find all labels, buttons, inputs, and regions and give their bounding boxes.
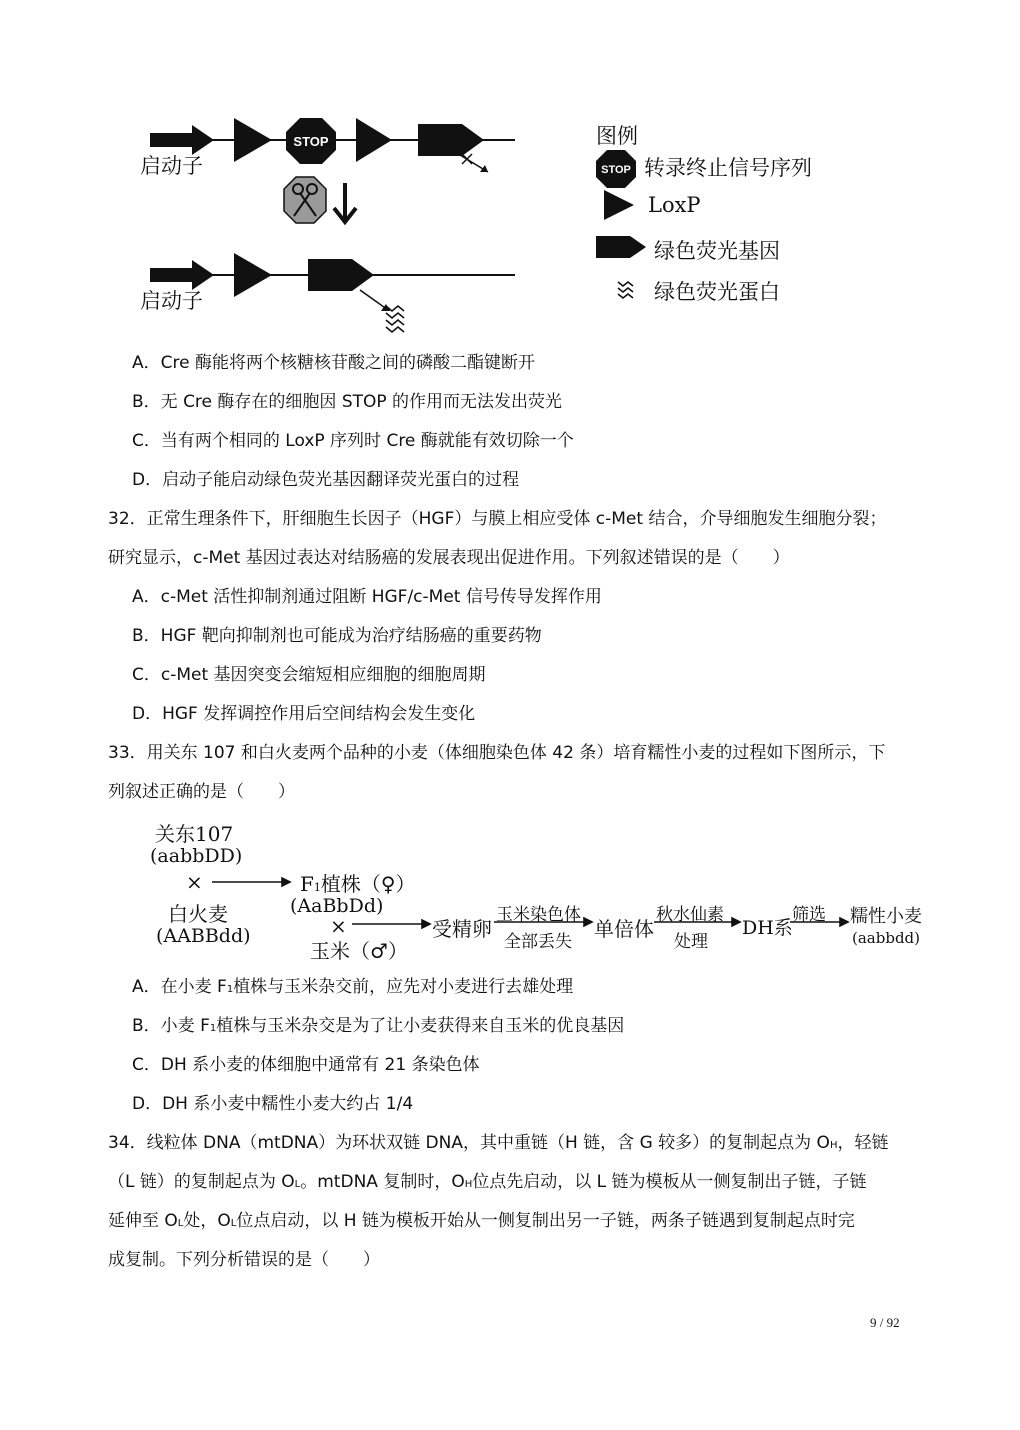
q32-option-d: D．HGF 发挥调控作用后空间结构会发生变化 — [132, 704, 476, 724]
q33-option-d: D．DH 系小麦中糯性小麦大约占 1/4 — [132, 1094, 414, 1114]
q32-stem-line1: 32．正常生理条件下，肝细胞生长因子（HGF）与膜上相应受体 c-Met 结合，介导细胞发生细胞分裂； — [108, 509, 887, 529]
q33-stem-line2: 列叙述正确的是（ ） — [108, 782, 295, 802]
q34-stem-line1: 34．线粒体 DNA（mtDNA）为环状双链 DNA，其中重链（H 链，含 G 较多）的复制起点为 OH，轻链 — [108, 1133, 889, 1153]
step2-top: 秋水仙素 — [656, 905, 724, 925]
step3-top: 筛选 — [792, 905, 826, 925]
legend-label-gene: 绿色荧光基因 — [654, 239, 780, 263]
legend-label-loxp: LoxP — [648, 193, 701, 217]
q32-option-a: A．c-Met 活性抑制剂通过阻断 HGF/c-Met 信号传导发挥作用 — [132, 587, 602, 607]
step1-bottom: 全部丢失 — [504, 932, 572, 952]
legend-label-protein: 绿色荧光蛋白 — [654, 280, 780, 304]
result-label: 糯性小麦 — [850, 906, 922, 927]
parent2-genotype: (AABBdd) — [156, 925, 251, 947]
cross-symbol-1: × — [186, 870, 203, 894]
corn-label: 玉米（♂） — [310, 939, 408, 963]
fertilized-egg: 受精卵 — [432, 917, 492, 941]
q33-option-a: A．在小麦 F1植株与玉米杂交前，应先对小麦进行去雄处理 — [132, 977, 574, 997]
q32-stem-line2: 研究显示，c-Met 基因过表达对结肠癌的发展表现出促进作用。下列叙述错误的是（ ） — [108, 548, 790, 568]
promoter-label-bottom: 启动子 — [140, 289, 203, 313]
cross-symbol-2: × — [330, 914, 347, 938]
q32-option-b: B．HGF 靶向抑制剂也可能成为治疗结肠癌的重要药物 — [132, 626, 542, 646]
q31-option-a: A．Cre 酶能将两个核糖核苷酸之间的磷酸二酯键断开 — [132, 353, 535, 373]
q34-stem-line3: 延伸至 OL处，OL位点启动，以 H 链为模板开始从一侧复制出另一子链，两条子链遇到复制起点时完 — [108, 1211, 855, 1231]
step1-top: 玉米染色体 — [496, 905, 581, 925]
q31-option-b: B．无 Cre 酶存在的细胞因 STOP 的作用而无法发出荧光 — [132, 392, 563, 412]
page-number: 9 / 92 — [870, 1315, 900, 1330]
step2-bottom: 处理 — [674, 932, 708, 952]
parent1-name: 关东107 — [155, 822, 234, 846]
q33-stem-line1: 33．用关东 107 和白火麦两个品种的小麦（体细胞染色体 42 条）培育糯性小麦的过程如下图所示，下 — [108, 743, 886, 763]
stop-text-top: STOP — [293, 134, 329, 149]
q33-option-c: C．DH 系小麦的体细胞中通常有 21 条染色体 — [132, 1055, 480, 1075]
q33-option-b: B．小麦 F1植株与玉米杂交是为了让小麦获得来自玉米的优良基因 — [132, 1016, 625, 1036]
legend-title: 图例 — [596, 124, 638, 148]
q31-option-c: C．当有两个相同的 LoxP 序列时 Cre 酶就能有效切除一个 — [132, 431, 574, 451]
f1-genotype: (AaBbDd) — [290, 895, 384, 917]
parent2-name: 白火麦 — [168, 902, 228, 926]
haploid-label: 单倍体 — [594, 917, 654, 941]
q31-option-d: D．启动子能启动绿色荧光基因翻译荧光蛋白的过程 — [132, 470, 520, 490]
legend-stop-text: STOP — [601, 164, 631, 176]
q32-option-c: C．c-Met 基因突变会缩短相应细胞的细胞周期 — [132, 665, 486, 685]
promoter-label-top: 启动子 — [140, 154, 203, 178]
f1-label: F1植株（♀） — [300, 872, 416, 896]
dh-line-label: DH系 — [742, 917, 793, 939]
q34-stem-line2: （L 链）的复制起点为 OL。mtDNA 复制时，OH位点先启动，以 L 链为模板从一侧复制出子链，子链 — [108, 1172, 867, 1192]
q34-stem-line4: 成复制。下列分析错误的是（ ） — [108, 1250, 380, 1270]
result-genotype: (aabbdd) — [852, 929, 920, 947]
parent1-genotype: (aabbDD) — [150, 845, 243, 867]
legend-label-stop: 转录终止信号序列 — [644, 156, 812, 180]
